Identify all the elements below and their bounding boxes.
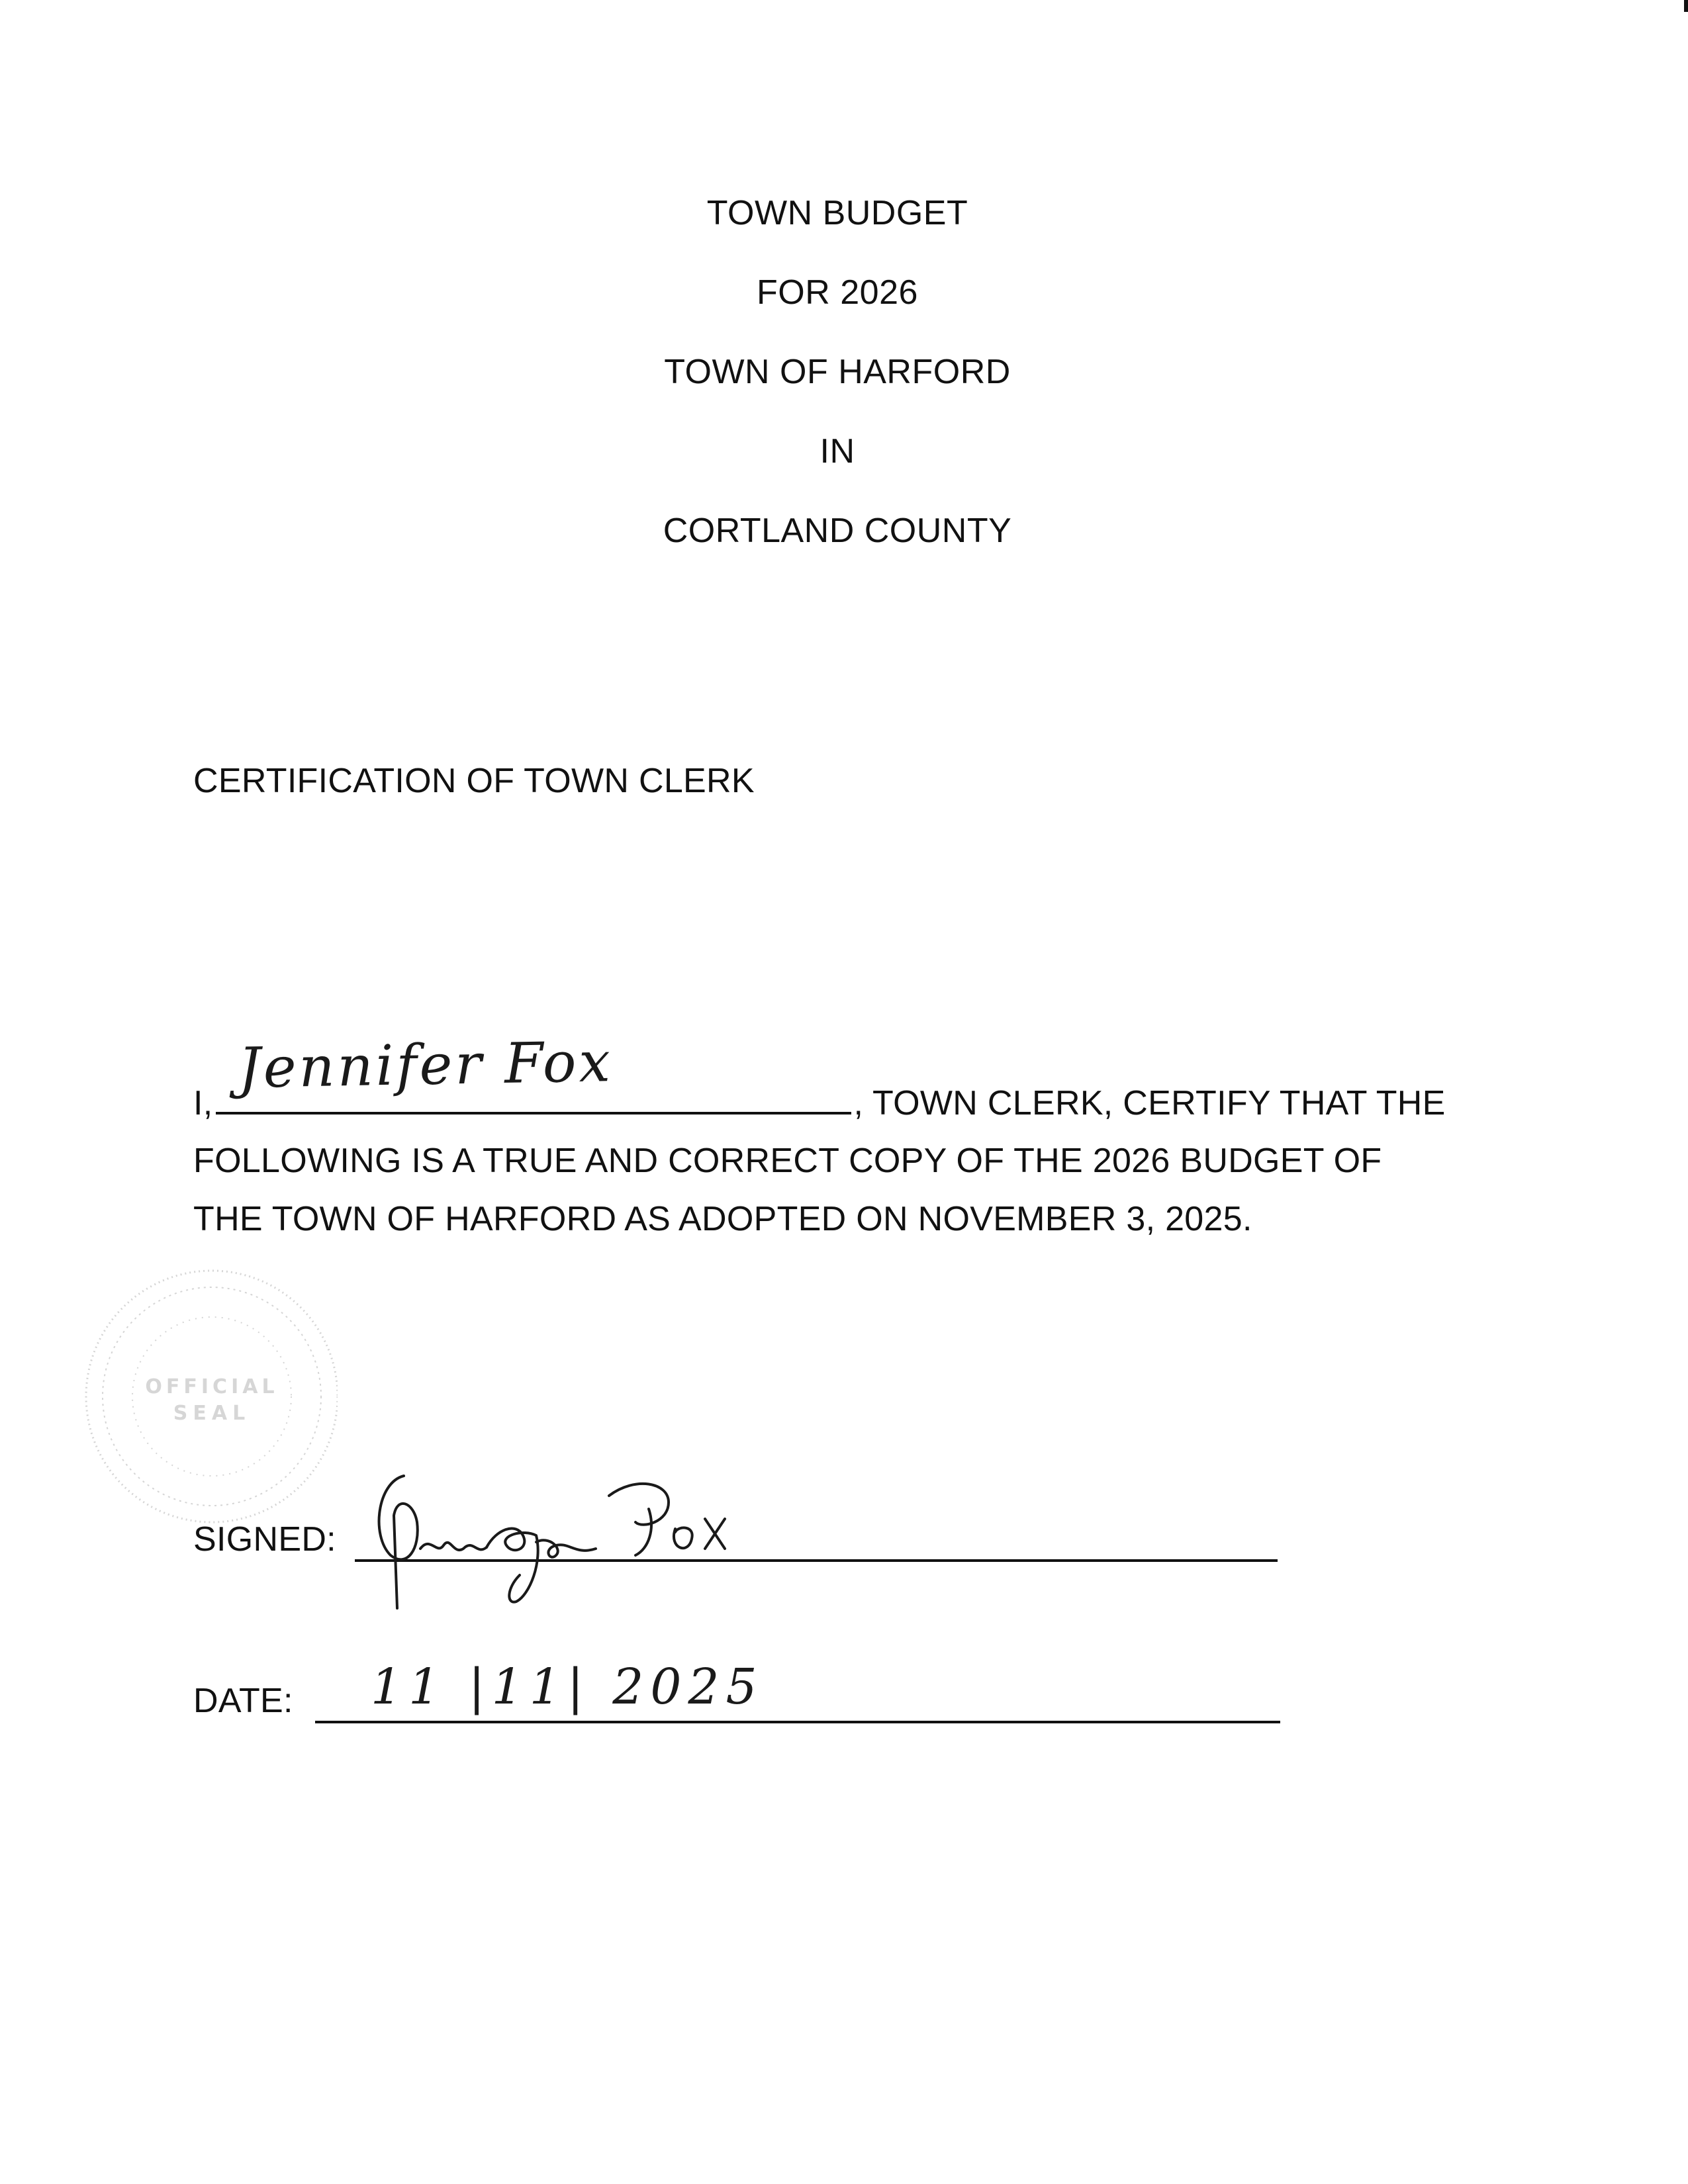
date-label: DATE: bbox=[193, 1682, 293, 1720]
title-line-3: TOWN OF HARFORD bbox=[664, 353, 1011, 391]
title-line-1: TOWN BUDGET bbox=[706, 194, 968, 232]
statement-line1-suffix: , TOWN CLERK, CERTIFY THAT THE bbox=[853, 1084, 1446, 1122]
signed-label: SIGNED: bbox=[193, 1520, 336, 1559]
title-line-4: IN bbox=[820, 432, 855, 471]
seal-center-line-1: OFFICIAL bbox=[145, 1375, 279, 1398]
official-seal-emboss bbox=[46, 1257, 338, 1535]
statement-line-2: FOLLOWING IS A TRUE AND CORRECT COPY OF THE 2026 BUDGET OF bbox=[193, 1142, 1382, 1180]
title-block bbox=[0, 196, 1675, 593]
clerk-signature bbox=[357, 1456, 874, 1628]
statement-prefix: I, bbox=[193, 1084, 213, 1122]
statement-line-3: THE TOWN OF HARFORD AS ADOPTED ON NOVEMBER 3, 2025. bbox=[193, 1200, 1252, 1238]
clerk-name-handwritten: Jennifer Fox bbox=[238, 1029, 614, 1101]
certification-heading: CERTIFICATION OF TOWN CLERK bbox=[193, 762, 755, 800]
scan-edge-mark bbox=[1684, 0, 1688, 12]
date-line bbox=[315, 1721, 1280, 1723]
date-handwritten: 11 |11| 2025 bbox=[371, 1659, 764, 1715]
title-line-5: CORTLAND COUNTY bbox=[663, 512, 1012, 550]
title-line-2: FOR 2026 bbox=[757, 273, 918, 312]
seal-center-line-2: SEAL bbox=[173, 1402, 251, 1425]
